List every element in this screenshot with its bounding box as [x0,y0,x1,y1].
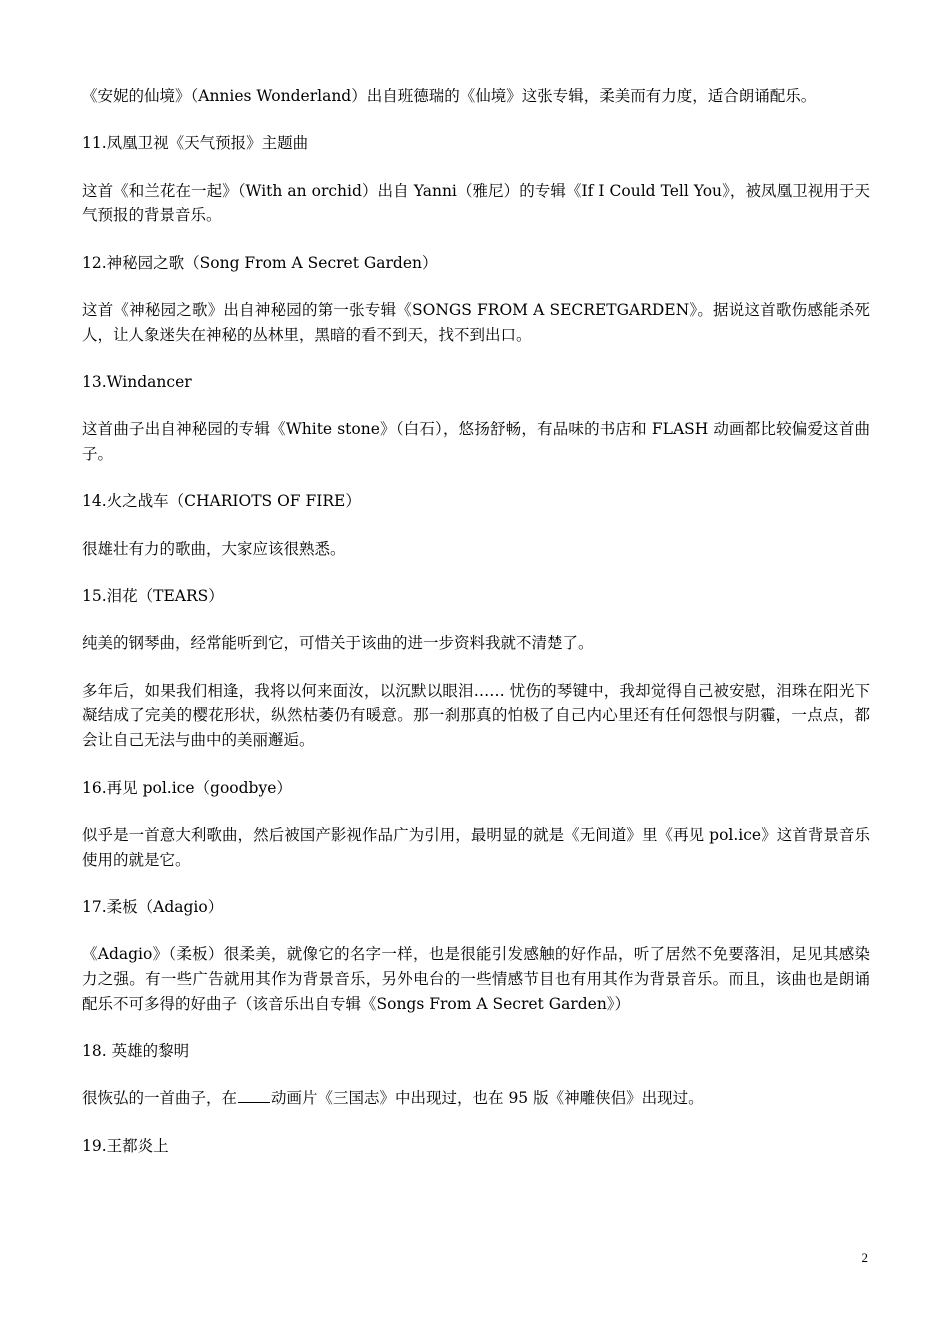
paragraph-secret-garden-song: 这首《神秘园之歌》出自神秘园的第一张专辑《SONGS FROM A SECRETGARDEN》。据说这首歌伤感能杀死人，让人象迷失在神秘的丛林里，黑暗的看不到天，找不到出口。 [82,300,870,344]
document-body [82,84,870,1181]
paragraph-hero-dawn-before: 很恢弘的一首曲子，在 [82,1089,238,1108]
paragraph-with-an-orchid: 这首《和兰花在一起》（With an orchid）出自 Yanni（雅尼）的专辑《If I Could Tell You》，被凤凰卫视用于天气预报的背景音乐。 [82,181,870,225]
heading-item-12: 12.神秘园之歌（Song From A Secret Garden） [82,253,438,272]
fill-in-blank-line [238,1088,270,1103]
page-number: 2 [861,1250,868,1265]
heading-item-15: 15.泪花（TEARS） [82,587,224,606]
heading-item-19: 19.王都炎上 [82,1136,169,1155]
paragraph-hero-dawn-after: 动画片《三国志》中出现过，也在 95 版《神雕侠侣》出现过。 [271,1089,704,1108]
heading-item-11: 11.凤凰卫视《天气预报》主题曲 [82,134,309,153]
paragraph-tears-2: 多年后，如果我们相逢，我将以何来面汝，以沉默以眼泪…… 忧伤的琴键中，我却觉得自己被安慰，泪珠在阳光下凝结成了完美的樱花形状，纵然枯萎仍有暖意。那一刹那真的怕极了自己内心里还有任何怨恨与阴霾，一点点，都会让自己无法与曲中的美丽邂逅。 [82,681,870,750]
paragraph-chariots-of-fire: 很雄壮有力的歌曲，大家应该很熟悉。 [82,539,346,558]
heading-item-14: 14.火之战车（CHARIOTS OF FIRE） [82,492,361,511]
paragraph-hero-dawn [82,1086,870,1111]
paragraph-tears-1: 纯美的钢琴曲，经常能听到它，可惜关于该曲的进一步资料我就不清楚了。 [82,634,594,653]
paragraph-windancer: 这首曲子出自神秘园的专辑《White stone》（白石），悠扬舒畅，有品味的书店和 FLASH 动画都比较偏爱这首曲子。 [82,420,870,464]
heading-item-16: 16.再见 pol.ice（goodbye） [82,778,292,797]
heading-item-18: 18. 英雄的黎明 [82,1042,190,1061]
paragraph-annies-wonderland: 《安妮的仙境》（Annies Wonderland）出自班德瑞的《仙境》这张专辑，柔美而有力度，适合朗诵配乐。 [82,87,817,105]
paragraph-adagio: 《Adagio》（柔板）很柔美，就像它的名字一样，也是很能引发感触的好作品，听了居然不免要落泪，足见其感染力之强。有一些广告就用其作为背景音乐，另外电台的一些情感节目也有用其作为背景音乐。而且，该曲也是朗诵配乐不可多得的好曲子（该音乐出自专辑《Songs From A Secret Garden》） [82,945,870,1013]
paragraph-goodbye-police: 似乎是一首意大利歌曲，然后被国产影视作品广为引用，最明显的就是《无间道》里《再见 pol.ice》这首背景音乐使用的就是它。 [82,825,870,869]
heading-item-13: 13.Windancer [82,373,192,392]
heading-item-17: 17.柔板（Adagio） [82,897,224,916]
